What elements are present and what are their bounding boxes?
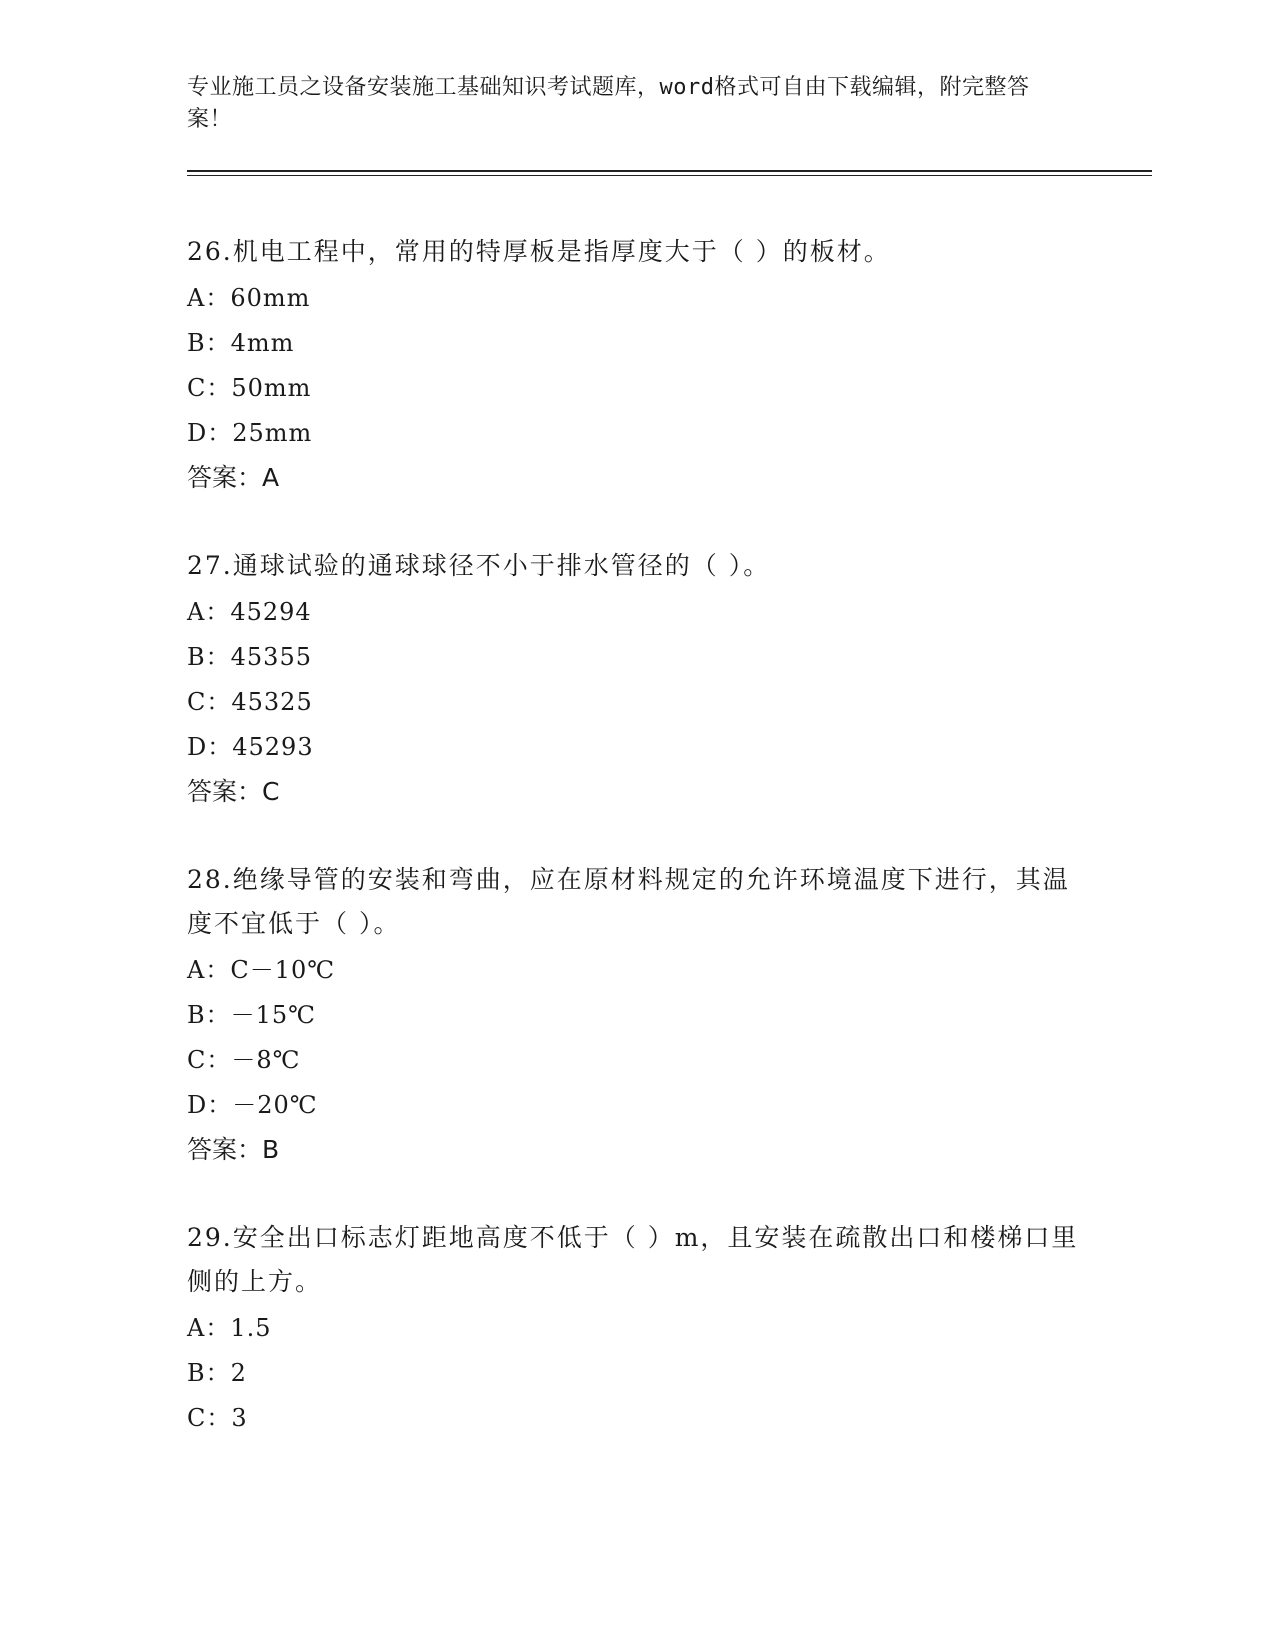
answer: 答案：B: [187, 1135, 280, 1164]
question-text: 28.绝缘导管的安装和弯曲，应在原材料规定的允许环境温度下进行，其温度不宜低于（ ）。: [187, 865, 1070, 938]
option-d: D：－20℃: [187, 1091, 318, 1119]
option-b: B：4mm: [187, 329, 295, 357]
option-a: A：1.5: [187, 1314, 272, 1342]
option-c: C：3: [187, 1404, 248, 1432]
document-header: 专业施工员之设备安装施工基础知识考试题库，word格式可自由下载编辑，附完整答案！: [187, 75, 1030, 132]
option-b: B：－15℃: [187, 1001, 317, 1029]
option-c: C：50mm: [187, 374, 312, 402]
header-divider: [187, 170, 1152, 172]
option-d: D：45293: [187, 733, 314, 761]
option-c: C：45325: [187, 688, 313, 716]
question-text: 27.通球试验的通球球径不小于排水管径的（ ）。: [187, 551, 771, 580]
answer: 答案：C: [187, 777, 280, 806]
answer: 答案：A: [187, 463, 280, 492]
document-page: [187, 72, 1152, 1485]
option-d: D：25mm: [187, 419, 313, 447]
question-29: [187, 1216, 1152, 1441]
question-list: [187, 230, 1152, 1441]
option-a: A：45294: [187, 598, 312, 626]
question-28: [187, 858, 1152, 1172]
option-a: A：60mm: [187, 284, 311, 312]
question-text: 29.安全出口标志灯距地高度不低于（ ）m，且安装在疏散出口和楼梯口里侧的上方。: [187, 1223, 1079, 1296]
question-27: [187, 544, 1152, 814]
option-c: C：－8℃: [187, 1046, 301, 1074]
option-a: A：C－10℃: [187, 956, 336, 984]
option-b: B：2: [187, 1359, 247, 1387]
option-b: B：45355: [187, 643, 312, 671]
question-text: 26.机电工程中，常用的特厚板是指厚度大于（ ）的板材。: [187, 237, 891, 266]
question-26: [187, 230, 1152, 500]
